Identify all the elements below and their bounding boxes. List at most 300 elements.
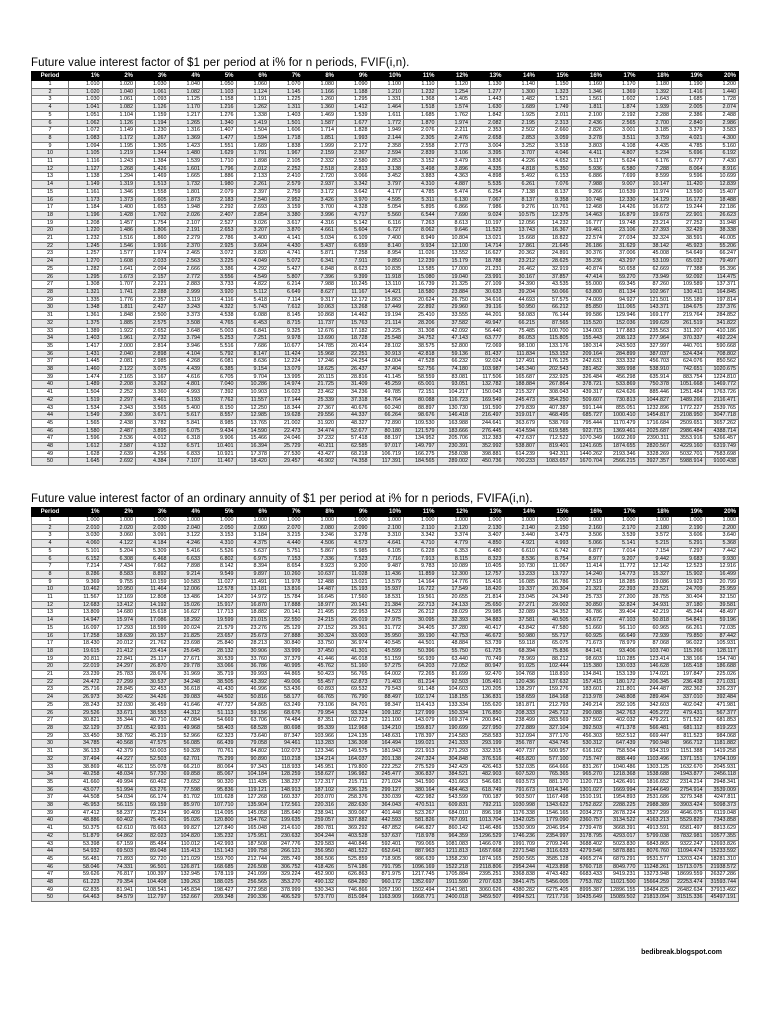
factor-cell: 6.261 [504, 181, 538, 189]
factor-cell: 1.072 [69, 127, 103, 135]
factor-cell: 145.058 [236, 809, 270, 817]
factor-cell: 2.476 [437, 134, 471, 142]
factor-cell: 50.980 [504, 632, 538, 640]
factor-cell: 277.964 [638, 335, 672, 343]
factor-cell: 456.303 [571, 732, 605, 740]
factor-cell: 1.000 [102, 517, 136, 525]
factor-cell: 18.788 [471, 258, 505, 266]
factor-cell: 1.673 [102, 273, 136, 281]
factor-cell: 3553.916 [672, 435, 706, 443]
factor-cell: 172.561 [270, 802, 304, 810]
factor-cell: 306.837 [404, 771, 438, 779]
table-row [32, 258, 739, 266]
factor-cell: 4.898 [471, 173, 505, 181]
factor-cell: 25.716 [69, 686, 103, 694]
factor-cell: 405.272 [638, 709, 672, 717]
factor-cell: 3.159 [270, 204, 304, 212]
factor-cell: 1.000 [337, 517, 371, 525]
factor-cell: 2.157 [136, 273, 170, 281]
factor-cell: 9.276 [504, 204, 538, 212]
factor-cell: 2.208 [102, 381, 136, 389]
period-cell: 9 [32, 578, 69, 586]
factor-cell: 6.385 [203, 366, 237, 374]
period-cell: 40 [32, 817, 69, 825]
factor-cell: 4.785 [404, 188, 438, 196]
factor-cell: 6.571 [169, 443, 203, 451]
factor-cell: 4.595 [370, 196, 404, 204]
factor-cell: 7.898 [169, 563, 203, 571]
factor-cell: 67.159 [102, 840, 136, 848]
factor-cell: 1954.893 [605, 794, 639, 802]
factor-cell: 5.204 [102, 547, 136, 555]
period-cell: 17 [32, 204, 69, 212]
factor-cell: 7583.698 [705, 450, 739, 458]
factor-cell: 1.000 [437, 517, 471, 525]
factor-cell: 22.019 [69, 663, 103, 671]
table-row [32, 694, 739, 702]
factor-cell: 25.339 [303, 396, 337, 404]
table-row [32, 671, 739, 679]
factor-cell: 2.160 [571, 524, 605, 532]
factor-cell: 618.749 [471, 786, 505, 794]
factor-cell: 33.671 [102, 709, 136, 717]
factor-cell: 26.973 [69, 694, 103, 702]
table-row [32, 617, 739, 625]
factor-cell: 2.076 [404, 127, 438, 135]
factor-cell: 1.100 [370, 81, 404, 89]
factor-cell: 40.258 [69, 771, 103, 779]
factor-cell: 2.759 [270, 188, 304, 196]
factor-cell: 3.119 [169, 296, 203, 304]
header-rate: 9% [337, 72, 371, 81]
factor-cell: 43.535 [538, 281, 572, 289]
factor-cell: 23.414 [136, 647, 170, 655]
factor-cell: 487.852 [370, 825, 404, 833]
factor-cell: 58.083 [504, 312, 538, 320]
header-rate: 17% [605, 72, 639, 81]
factor-cell: 1.262 [236, 104, 270, 112]
factor-cell: 1.020 [102, 81, 136, 89]
factor-cell: 1.423 [169, 142, 203, 150]
factor-cell: 5.400 [169, 404, 203, 412]
factor-cell: 30.539 [203, 655, 237, 663]
factor-cell: 309.067 [337, 809, 371, 817]
factor-cell: 6.192 [705, 150, 739, 158]
factor-cell: 1772.227 [672, 404, 706, 412]
factor-cell: 1.848 [102, 312, 136, 320]
factor-cell: 115.380 [571, 663, 605, 671]
header-rate: 15% [538, 508, 572, 517]
factor-cell: 1030.998 [504, 802, 538, 810]
factor-cell: 922.715 [571, 427, 605, 435]
period-cell: 33 [32, 763, 69, 771]
factor-cell: 79.543 [370, 686, 404, 694]
factor-cell: 1.270 [69, 258, 103, 266]
factor-cell: 1.061 [136, 88, 170, 96]
factor-cell: 1181.882 [705, 740, 739, 748]
factor-cell: 57.275 [370, 663, 404, 671]
table-row [32, 524, 739, 532]
factor-cell: 23.225 [370, 327, 404, 335]
factor-cell: 341.822 [705, 319, 739, 327]
factor-cell: 1.993 [337, 134, 371, 142]
factor-cell: 190.699 [437, 724, 471, 732]
factor-cell: 7.988 [303, 281, 337, 289]
factor-cell: 215.327 [504, 389, 538, 397]
factor-cell: 6.802 [203, 555, 237, 563]
factor-cell: 38.869 [69, 763, 103, 771]
factor-cell: 1.405 [437, 96, 471, 104]
factor-cell: 20.811 [69, 655, 103, 663]
factor-cell: 10.401 [203, 443, 237, 451]
table-row [32, 350, 739, 358]
factor-cell: 3.946 [169, 342, 203, 350]
factor-cell: 13.579 [370, 578, 404, 586]
factor-cell: 128.259 [270, 771, 304, 779]
factor-cell: 2116.471 [705, 396, 739, 404]
factor-cell: 120.205 [471, 686, 505, 694]
factor-cell: 62.610 [102, 825, 136, 833]
factor-cell: 684.010 [437, 809, 471, 817]
factor-cell: 56.481 [69, 855, 103, 863]
factor-cell: 30.376 [571, 250, 605, 258]
factor-cell: 11.414 [571, 563, 605, 571]
factor-cell: 11.557 [236, 396, 270, 404]
factor-cell: 1.885 [102, 319, 136, 327]
factor-cell: 57.575 [538, 296, 572, 304]
factor-cell: 96.022 [672, 640, 706, 648]
table-row [32, 381, 739, 389]
factor-cell: 20.141 [270, 609, 304, 617]
factor-cell: 3.225 [203, 258, 237, 266]
period-cell: 13 [32, 609, 69, 617]
factor-cell: 4.375 [236, 540, 270, 548]
factor-cell: 130.411 [672, 288, 706, 296]
factor-cell: 2531.686 [638, 794, 672, 802]
factor-cell: 17.378 [236, 450, 270, 458]
factor-cell: 3.820 [236, 250, 270, 258]
factor-cell: 9100.438 [705, 458, 739, 466]
factor-cell: 2.937 [303, 181, 337, 189]
factor-cell: 7832.981 [672, 832, 706, 840]
factor-cell: 4.310 [203, 540, 237, 548]
factor-cell: 57.730 [136, 771, 170, 779]
factor-cell: 259.057 [303, 817, 337, 825]
factor-cell: 37913.492 [705, 886, 739, 894]
factor-cell: 10.903 [236, 389, 270, 397]
factor-cell: 65.032 [672, 258, 706, 266]
factor-cell: 12.056 [504, 219, 538, 227]
factor-cell: 5.309 [136, 547, 170, 555]
factor-cell: 16.097 [69, 624, 103, 632]
factor-cell: 819.223 [705, 724, 739, 732]
factor-cell: 1.961 [102, 335, 136, 343]
factor-cell: 28.102 [370, 342, 404, 350]
factor-cell: 47.412 [69, 809, 103, 817]
factor-cell: 1.665 [169, 173, 203, 181]
factor-cell: 33.760 [236, 655, 270, 663]
factor-cell: 6.353 [437, 547, 471, 555]
factor-cell: 855.051 [605, 404, 639, 412]
factor-cell: 352.992 [471, 443, 505, 451]
header-rate: 10% [370, 508, 404, 517]
factor-cell: 456.298 [605, 373, 639, 381]
factor-cell: 5.560 [370, 211, 404, 219]
factor-cell: 1.082 [169, 88, 203, 96]
factor-cell: 791.673 [504, 786, 538, 794]
factor-cell: 66.210 [169, 763, 203, 771]
factor-cell: 883.754 [672, 373, 706, 381]
factor-cell: 115.266 [672, 647, 706, 655]
factor-cell: 39.993 [236, 671, 270, 679]
factor-cell: 8.977 [571, 555, 605, 563]
factor-cell: 590.668 [705, 342, 739, 350]
factor-cell: 1.916 [136, 242, 170, 250]
factor-cell: 31593.744 [705, 879, 739, 887]
factor-cell: 199.021 [404, 740, 438, 748]
factor-cell: 2.353 [471, 127, 505, 135]
factor-cell: 2509.651 [672, 419, 706, 427]
factor-cell: 26.019 [337, 617, 371, 625]
period-cell: 41 [32, 389, 69, 397]
factor-cell: 5.751 [270, 547, 304, 555]
factor-cell: 14.463 [571, 211, 605, 219]
factor-cell: 3.252 [504, 142, 538, 150]
factor-cell: 9.704 [236, 373, 270, 381]
factor-cell: 12.578 [203, 586, 237, 594]
factor-cell: 2.130 [471, 524, 505, 532]
factor-cell: 5.066 [571, 540, 605, 548]
period-cell: 28 [32, 724, 69, 732]
period-cell: 31 [32, 748, 69, 756]
factor-cell: 581.826 [404, 817, 438, 825]
factor-cell: 815.084 [337, 894, 371, 902]
factor-cell: 2.639 [102, 450, 136, 458]
factor-cell: 150.043 [471, 389, 505, 397]
factor-cell: 15.618 [136, 609, 170, 617]
factor-cell: 3060.626 [471, 886, 505, 894]
factor-cell: 11.859 [404, 570, 438, 578]
factor-cell: 209.164 [571, 350, 605, 358]
factor-cell: 49.006 [270, 678, 304, 686]
factor-cell: 48.497 [705, 609, 739, 617]
factor-cell: 237.376 [705, 304, 739, 312]
factor-cell: 56.115 [102, 802, 136, 810]
factor-cell: 69.858 [169, 771, 203, 779]
factor-cell: 148.631 [370, 732, 404, 740]
factor-cell: 26.870 [136, 663, 170, 671]
factor-cell: 14.773 [605, 570, 639, 578]
factor-cell: 53.398 [69, 840, 103, 848]
factor-cell: 30.167 [504, 273, 538, 281]
factor-cell: 1.999 [303, 142, 337, 150]
factor-cell: 42.818 [404, 350, 438, 358]
table-row [32, 250, 739, 258]
factor-cell: 209.348 [203, 894, 237, 902]
factor-cell: 35.344 [102, 717, 136, 725]
factor-cell: 72.265 [404, 671, 438, 679]
factor-cell: 28.132 [203, 647, 237, 655]
factor-cell: 107.710 [203, 802, 237, 810]
factor-cell: 55.206 [705, 242, 739, 250]
factor-cell: 12.916 [705, 563, 739, 571]
factor-cell: 7.986 [471, 204, 505, 212]
factor-cell: 10.583 [169, 578, 203, 586]
factor-cell: 2271.548 [504, 848, 538, 856]
factor-cell: 1.060 [236, 81, 270, 89]
factor-cell: 4965.274 [571, 855, 605, 863]
factor-cell: 1.150 [538, 81, 572, 89]
period-cell: 3 [32, 532, 69, 540]
factor-cell: 2.332 [303, 158, 337, 166]
factor-cell: 8.949 [404, 235, 438, 243]
factor-cell: 964.359 [437, 832, 471, 840]
factor-cell: 63.777 [471, 335, 505, 343]
factor-cell: 39.204 [504, 288, 538, 296]
factor-cell: 1.232 [404, 88, 438, 96]
factor-cell: 1.070 [270, 81, 304, 89]
factor-cell: 1440.262 [571, 450, 605, 458]
factor-cell: 20.414 [337, 342, 371, 350]
factor-cell: 127.999 [404, 709, 438, 717]
factor-cell: 103.966 [303, 732, 337, 740]
factor-cell: 271.293 [437, 748, 471, 756]
factor-cell: 9.200 [337, 563, 371, 571]
factor-cell: 984.068 [705, 732, 739, 740]
factor-cell: 329.583 [303, 840, 337, 848]
factor-cell: 3.400 [236, 235, 270, 243]
table-row [32, 517, 739, 525]
factor-cell: 6119.048 [705, 809, 739, 817]
factor-cell: 18.625 [303, 366, 337, 374]
factor-cell: 2.221 [136, 281, 170, 289]
factor-cell: 118.933 [270, 763, 304, 771]
factor-cell: 42.379 [102, 748, 136, 756]
factor-cell: 22.251 [337, 350, 371, 358]
factor-cell: 213.978 [571, 694, 605, 702]
factor-cell: 1752.822 [571, 802, 605, 810]
factor-cell: 1.486 [102, 227, 136, 235]
factor-cell: 384.521 [437, 771, 471, 779]
factor-cell: 401.448 [370, 809, 404, 817]
factor-cell: 1241.605 [571, 443, 605, 451]
factor-cell: 8.715 [270, 319, 304, 327]
factor-cell: 1.180 [638, 81, 672, 89]
factor-cell: 573.770 [303, 894, 337, 902]
factor-cell: 1.482 [504, 96, 538, 104]
factor-cell: 2.122 [102, 366, 136, 374]
factor-cell: 138.166 [672, 655, 706, 663]
factor-cell: 111.065 [605, 304, 639, 312]
factor-cell: 308.043 [538, 389, 572, 397]
factor-cell: 9.549 [203, 570, 237, 578]
factor-cell: 1.158 [203, 96, 237, 104]
factor-cell: 40.676 [337, 404, 371, 412]
factor-cell: 7343.858 [705, 817, 739, 825]
factor-cell: 5.617 [169, 412, 203, 420]
factor-cell: 236.438 [672, 678, 706, 686]
factor-cell: 484.463 [437, 786, 471, 794]
factor-cell: 7.523 [337, 555, 371, 563]
factor-cell: 10.159 [136, 578, 170, 586]
factor-cell: 198.427 [203, 886, 237, 894]
factor-cell: 1.188 [337, 88, 371, 96]
factor-cell: 34.883 [471, 617, 505, 625]
factor-cell: 50.818 [638, 617, 672, 625]
factor-cell: 1.000 [69, 517, 103, 525]
factor-cell: 1.516 [102, 235, 136, 243]
factor-cell: 1.373 [102, 196, 136, 204]
factor-cell: 3.106 [437, 150, 471, 158]
factor-cell: 5.003 [203, 327, 237, 335]
factor-cell: 180.172 [605, 678, 639, 686]
factor-cell: 3.172 [303, 188, 337, 196]
factor-cell: 24.349 [538, 594, 572, 602]
factor-cell: 62.835 [69, 886, 103, 894]
factor-cell: 117.391 [370, 458, 404, 466]
factor-cell: 1013.704 [471, 817, 505, 825]
factor-cell: 14.974 [270, 381, 304, 389]
factor-cell: 84.579 [102, 894, 136, 902]
factor-cell: 4.887 [437, 181, 471, 189]
factor-cell: 28.206 [404, 319, 438, 327]
factor-cell: 1469.772 [705, 381, 739, 389]
factor-cell: 16.627 [471, 250, 505, 258]
factor-cell: 66.439 [203, 740, 237, 748]
factor-cell: 3134.522 [605, 817, 639, 825]
factor-cell: 2.343 [102, 404, 136, 412]
factor-cell: 13.233 [504, 570, 538, 578]
factor-cell: 73.640 [236, 732, 270, 740]
factor-cell: 5266.457 [705, 435, 739, 443]
factor-cell: 5.492 [504, 173, 538, 181]
factor-cell: 16.777 [571, 219, 605, 227]
factor-cell: 87.347 [270, 732, 304, 740]
factor-cell: 62.323 [203, 732, 237, 740]
factor-cell: 19.923 [672, 578, 706, 586]
factor-cell: 58.177 [270, 694, 304, 702]
factor-cell: 104.820 [169, 832, 203, 840]
factor-cell: 2.120 [437, 524, 471, 532]
factor-cell: 15.937 [370, 586, 404, 594]
factor-cell: 2.082 [471, 119, 505, 127]
factor-cell: 26327.286 [705, 871, 739, 879]
factor-cell: 1.083 [69, 134, 103, 142]
factor-cell: 55.457 [303, 678, 337, 686]
factor-cell: 215.711 [337, 778, 371, 786]
header-rate: 10% [370, 72, 404, 81]
factor-cell: 3.508 [169, 319, 203, 327]
factor-cell: 1.051 [69, 111, 103, 119]
factor-cell: 31.308 [404, 327, 438, 335]
factor-cell: 110.012 [169, 840, 203, 848]
factor-cell: 13.181 [236, 586, 270, 594]
factor-cell: 13273.948 [638, 871, 672, 879]
factor-cell: 7.154 [638, 547, 672, 555]
factor-cell: 24.891 [538, 250, 572, 258]
factor-cell: 25.650 [471, 601, 505, 609]
factor-cell: 14.129 [638, 196, 672, 204]
factor-cell: 860.142 [437, 825, 471, 833]
factor-cell: 9.897 [236, 570, 270, 578]
factor-cell: 1.346 [571, 88, 605, 96]
factor-cell: 77.388 [672, 265, 706, 273]
factor-cell: 79.954 [303, 709, 337, 717]
factor-cell: 35.950 [370, 632, 404, 640]
factor-cell: 4279.546 [571, 848, 605, 856]
factor-cell: 17.449 [370, 304, 404, 312]
period-cell: 7 [32, 563, 69, 571]
